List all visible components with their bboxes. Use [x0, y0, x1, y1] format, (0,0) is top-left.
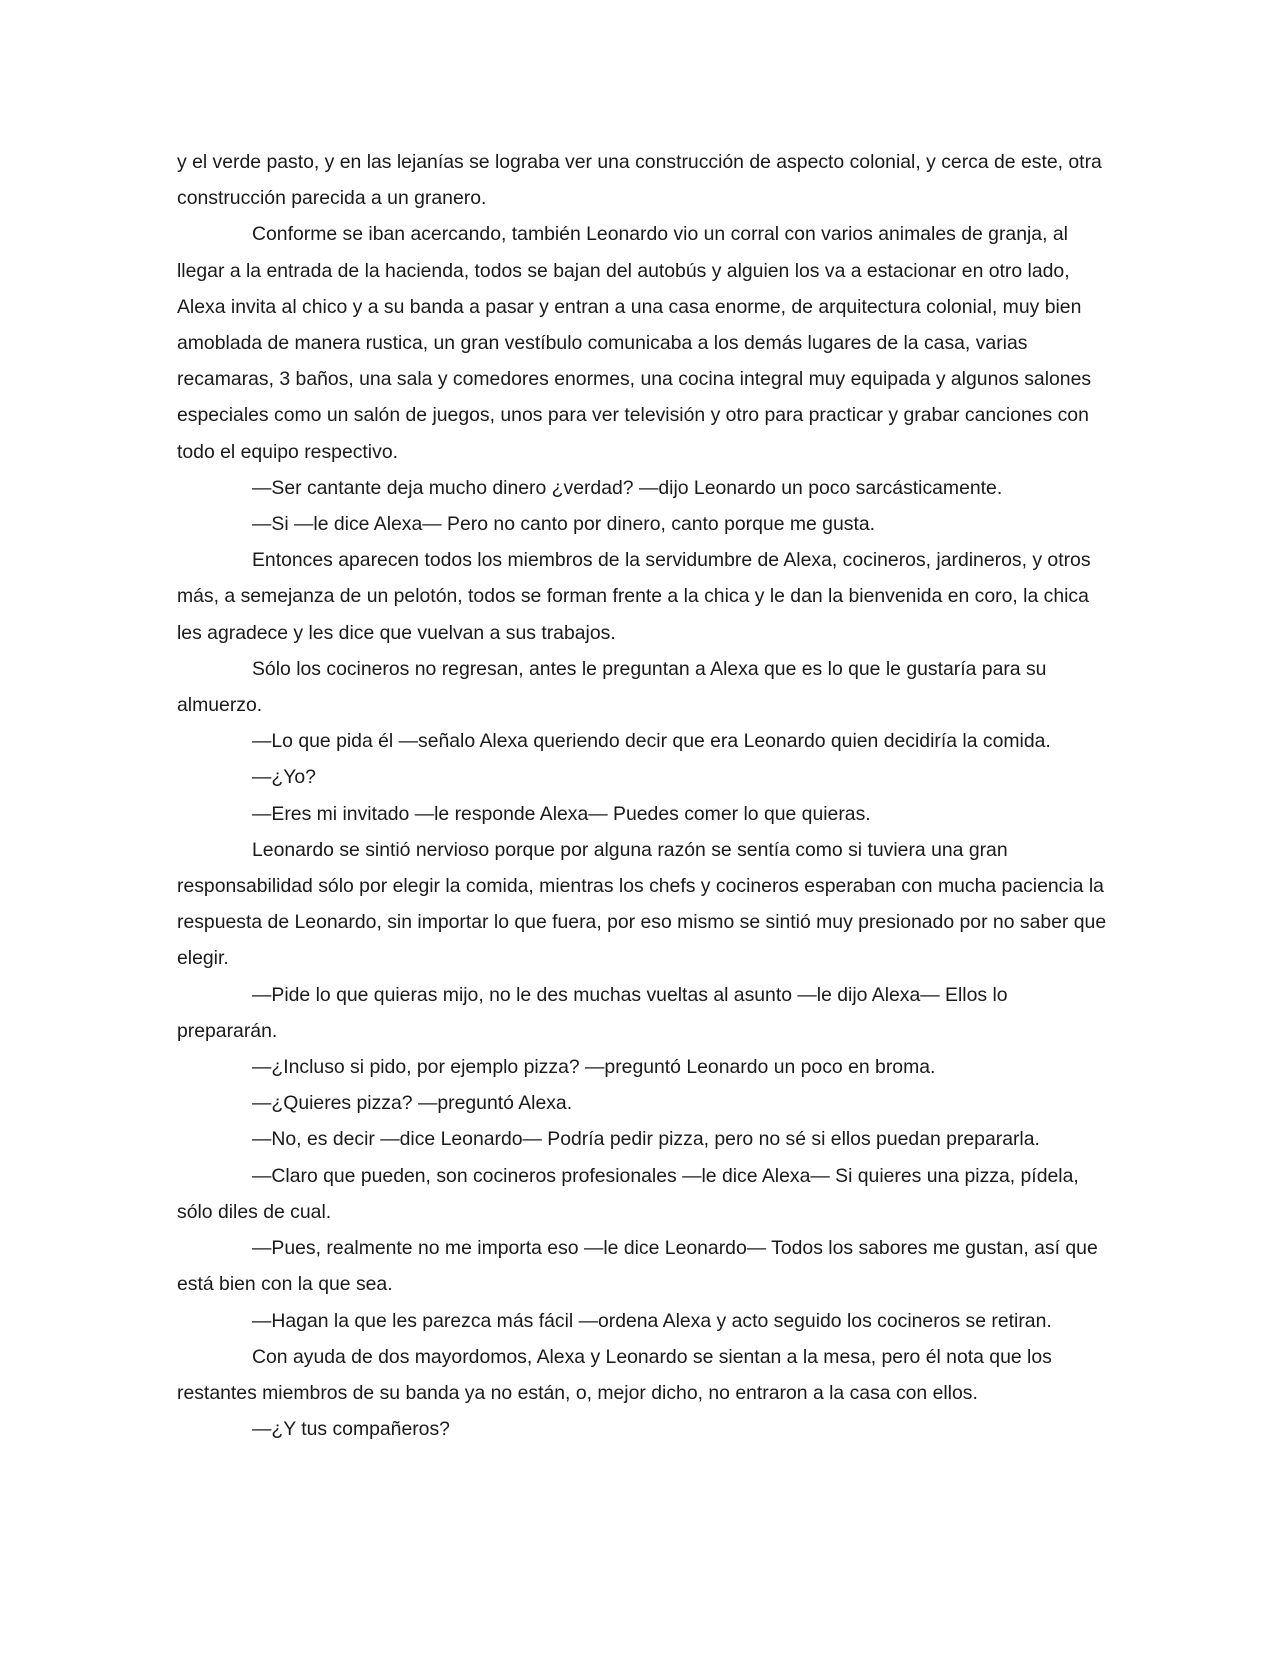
dialogue-line: —¿Quieres pizza? —preguntó Alexa.: [252, 1092, 573, 1115]
dialogue-line: —Eres mi invitado —le responde Alexa— Puedes comer lo que quieras.: [252, 802, 871, 825]
dialogue-line: —Pues, realmente no me importa eso —le dice Leonardo— Todos los sabores me gustan, así que está bien con la que sea.: [177, 1237, 1098, 1296]
dialogue-line: —Si —le dice Alexa— Pero no canto por dinero, canto porque me gusta.: [252, 513, 876, 536]
paragraph: Conforme se iban acercando, también Leonardo vio un corral con varios animales de granja, al llegar a la entrada de la hacienda, todos se bajan del autobús y alguien los va a estacionar en otro lado, Alexa invita al chico y a su banda a pasar y entran a una casa enorme, de arquitectura colonial, muy bien amoblada de manera rustica, un gran vestíbulo comunicaba a los demás lugares de la casa, varias recamaras, 3 baños, una sala y comedores enormes, una cocina integral muy equipada y algunos salones especiales como un salón de juegos, unos para ver televisión y otro para practicar y grabar canciones con todo el equipo respectivo.: [177, 223, 1092, 463]
paragraph-continuation: y el verde pasto, y en las lejanías se lograba ver una construcción de aspecto colonial, y cerca de este, otra construcción parecida a un granero.: [177, 151, 1102, 210]
dialogue-line: —No, es decir —dice Leonardo— Podría pedir pizza, pero no sé si ellos puedan prepararla.: [252, 1128, 1040, 1151]
paragraph: Sólo los cocineros no regresan, antes le preguntan a Alexa que es lo que le gustaría para su almuerzo.: [177, 657, 1047, 717]
dialogue-line: —¿Incluso si pido, por ejemplo pizza? —preguntó Leonardo un poco en broma.: [252, 1056, 936, 1079]
dialogue-line: —Hagan la que les parezca más fácil —ordena Alexa y acto seguido los cocineros se retiran.: [252, 1309, 1052, 1332]
paragraph: Entonces aparecen todos los miembros de la servidumbre de Alexa, cocineros, jardineros, y otros más, a semejanza de un pelotón, todos se forman frente a la chica y le dan la bienvenida en coro, la chica les agradece y les dice que vuelvan a sus trabajos.: [177, 549, 1091, 644]
paragraph: Leonardo se sintió nervioso porque por alguna razón se sentía como si tuviera una gran responsabilidad sólo por elegir la comida, mientras los chefs y cocineros esperaban con mucha paciencia la respuesta de Leonardo, sin importar lo que fuera, por eso mismo se sintió muy presionado por no saber que elegir.: [177, 838, 1107, 970]
body-text: [177, 144, 1112, 1447]
dialogue-line: —Claro que pueden, son cocineros profesionales —le dice Alexa— Si quieres una pizza, pídela, sólo diles de cual.: [177, 1164, 1079, 1223]
dialogue-line: —¿Y tus compañeros?: [252, 1418, 450, 1441]
paragraph: Con ayuda de dos mayordomos, Alexa y Leonardo se sientan a la mesa, pero él nota que los restantes miembros de su banda ya no están, o, mejor dicho, no entraron a la casa con ellos.: [177, 1345, 1052, 1404]
dialogue-line: —Lo que pida él —señalo Alexa queriendo decir que era Leonardo quien decidiría la comida.: [252, 730, 1051, 753]
dialogue-line: —Pide lo que quieras mijo, no le des muchas vueltas al asunto —le dijo Alexa— Ellos lo prepararán.: [177, 983, 1008, 1042]
dialogue-line: —Ser cantante deja mucho dinero ¿verdad? —dijo Leonardo un poco sarcásticamente.: [252, 476, 1003, 499]
dialogue-line: —¿Yo?: [252, 766, 316, 789]
